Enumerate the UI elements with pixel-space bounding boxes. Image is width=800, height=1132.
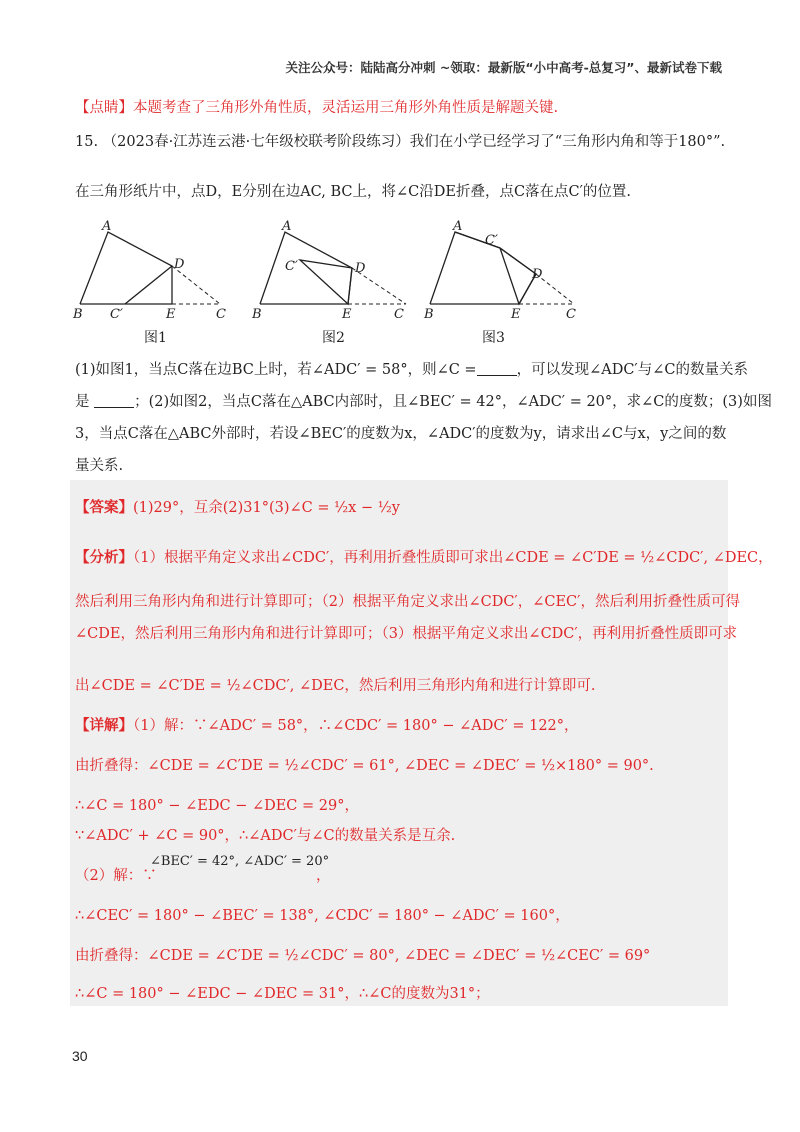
problem-line-4 <box>75 392 772 412</box>
problem-line-1: 15. （2023春·江苏连云港·七年级校联考阶段练习）我们在小学已经学习了“三角形内角和等于180°”. <box>75 134 726 150</box>
geometry-figures <box>70 218 590 358</box>
fig1-fold-line <box>125 266 172 304</box>
detail-line-2: 由折叠得：∠CDE = ∠C′DE = ½∠CDC′ = 61°, ∠DEC = ∠DEC′ = ½×180° = 90°. <box>75 758 654 774</box>
analysis-line-2: 然后利用三角形内角和进行计算即可；（2）根据平角定义求出∠CDC′，∠CEC′，然后利用折叠性质可得 <box>75 594 740 610</box>
detail-line-5-prefix: （2）解：∵ <box>75 868 157 884</box>
figure-1 <box>72 219 226 322</box>
figure-2 <box>251 219 406 322</box>
answer-blank-1[interactable] <box>477 361 517 376</box>
fig3-outline <box>430 232 536 304</box>
fig1-label-B: B <box>73 307 83 322</box>
answer-text: (1)29°，互余(2)31°(3)∠C = ½x − ½y <box>133 500 400 516</box>
analysis-text-1: （1）根据平角定义求出∠CDC′，再利用折叠性质即可求出∠CDE = ∠C′DE = ½∠CDC′, ∠DEC， <box>133 550 773 566</box>
problem-line-3a: (1)如图1，当点C落在边BC上时，若∠ADC′ = 58°，则∠C = <box>75 362 477 378</box>
dianjing-paragraph <box>75 98 725 118</box>
fig3-label-A: A <box>453 219 463 234</box>
fig1-label-C: C <box>216 307 226 322</box>
dianjing-label: 【点睛】 <box>75 100 133 116</box>
fig2-outline <box>260 232 352 304</box>
detail-line-3: ∴∠C = 180° − ∠EDC − ∠DEC = 29°， <box>75 798 359 814</box>
fig2-fold-triangle <box>300 260 352 304</box>
fig1-label-E: E <box>166 307 176 322</box>
fig3-label-D: D <box>532 267 543 282</box>
fig1-label-Cp: C′ <box>110 307 123 322</box>
page-number: 30 <box>72 1048 88 1064</box>
detail-line-5-condition: ∠BEC′ = 42°, ∠ADC′ = 20° <box>150 854 330 869</box>
problem-line-3 <box>75 360 748 380</box>
problem-line-4b: ；(2)如图2，当点C落在△ABC内部时，且∠BEC′ = 42°，∠ADC′ = 20°，求∠C的度数；(3)如图 <box>134 394 772 410</box>
fig3-label-B: B <box>424 307 434 322</box>
detail-text-1: （1）解：∵∠ADC′ = 58°，∴∠CDC′ = 180° − ∠ADC′ = 122°， <box>133 718 579 734</box>
analysis-line-3: ∠CDE，然后利用三角形内角和进行计算即可；（3）根据平角定义求出∠CDC′，再利用折叠性质即可求 <box>75 626 738 642</box>
problem-line-4a: 是 <box>75 394 90 410</box>
detail-line-4: ∵∠ADC′ + ∠C = 90°，∴∠ADC′与∠C的数量关系是互余. <box>75 828 456 844</box>
problem-line-5: 3，当点C落在△ABC外部时，若设∠BEC′的度数为x，∠ADC′的度数为y，请求出∠C与x，y之间的数 <box>75 426 727 442</box>
answer-line <box>75 498 725 518</box>
dianjing-text: 本题考查了三角形外角性质，灵活运用三角形外角性质是解题关键. <box>133 100 559 116</box>
fig2-label-D: D <box>355 261 366 276</box>
fig2-label-E: E <box>342 307 352 322</box>
fig2-label-A: A <box>282 219 292 234</box>
figure-3 <box>423 219 576 322</box>
detail-line-1 <box>75 716 725 736</box>
detail-line-8: ∴∠C = 180° − ∠EDC − ∠DEC = 31°，∴∠C的度数为31°； <box>75 986 490 1002</box>
problem-line-6: 量关系. <box>75 458 124 474</box>
fig3-label-E: E <box>511 307 521 322</box>
fig2-caption: 图2 <box>322 330 345 346</box>
detail-line-5 <box>75 866 725 886</box>
detail-line-7: 由折叠得：∠CDE = ∠C′DE = ½∠CDC′ = 80°, ∠DEC = ∠DEC′ = ½∠CEC′ = 69° <box>75 948 651 964</box>
problem-line-3b: ，可以发现∠ADC′与∠C的数量关系 <box>516 362 748 378</box>
analysis-line-4: 出∠CDE = ∠C′DE = ½∠CDC′, ∠DEC，然后利用三角形内角和进行计算即可. <box>75 678 596 694</box>
page-header: 关注公众号：陆陆高分冲刺 ~领取：最新版“小中高考-总复习”、最新试卷下载 <box>285 60 722 75</box>
fig3-fold-triangle <box>500 248 536 304</box>
analysis-label: 【分析】 <box>75 549 133 566</box>
fig2-label-C: C <box>394 307 404 322</box>
fig1-caption: 图1 <box>144 330 167 346</box>
detail-label: 【详解】 <box>75 717 133 734</box>
fig3-label-C: C <box>566 307 576 322</box>
fig3-label-Cp: C′ <box>485 233 498 248</box>
fig2-label-Cp: C′ <box>285 259 298 274</box>
fig1-label-D: D <box>174 257 185 272</box>
fig1-label-A: A <box>102 219 112 234</box>
detail-line-5-suffix: ， <box>315 868 331 884</box>
analysis-line-1 <box>75 548 773 568</box>
detail-line-6: ∴∠CEC′ = 180° − ∠BEC′ = 138°, ∠CDC′ = 180° − ∠ADC′ = 160°， <box>75 908 570 924</box>
fig2-label-B: B <box>252 307 262 322</box>
fig3-caption: 图3 <box>482 330 505 346</box>
fig1-quadrilateral <box>80 232 172 304</box>
answer-blank-2[interactable] <box>94 393 134 408</box>
problem-line-2: 在三角形纸片中，点D，E分别在边AC, BC上，将∠C沿DE折叠，点C落在点C′的位置. <box>75 184 632 200</box>
answer-label: 【答案】 <box>75 499 133 516</box>
